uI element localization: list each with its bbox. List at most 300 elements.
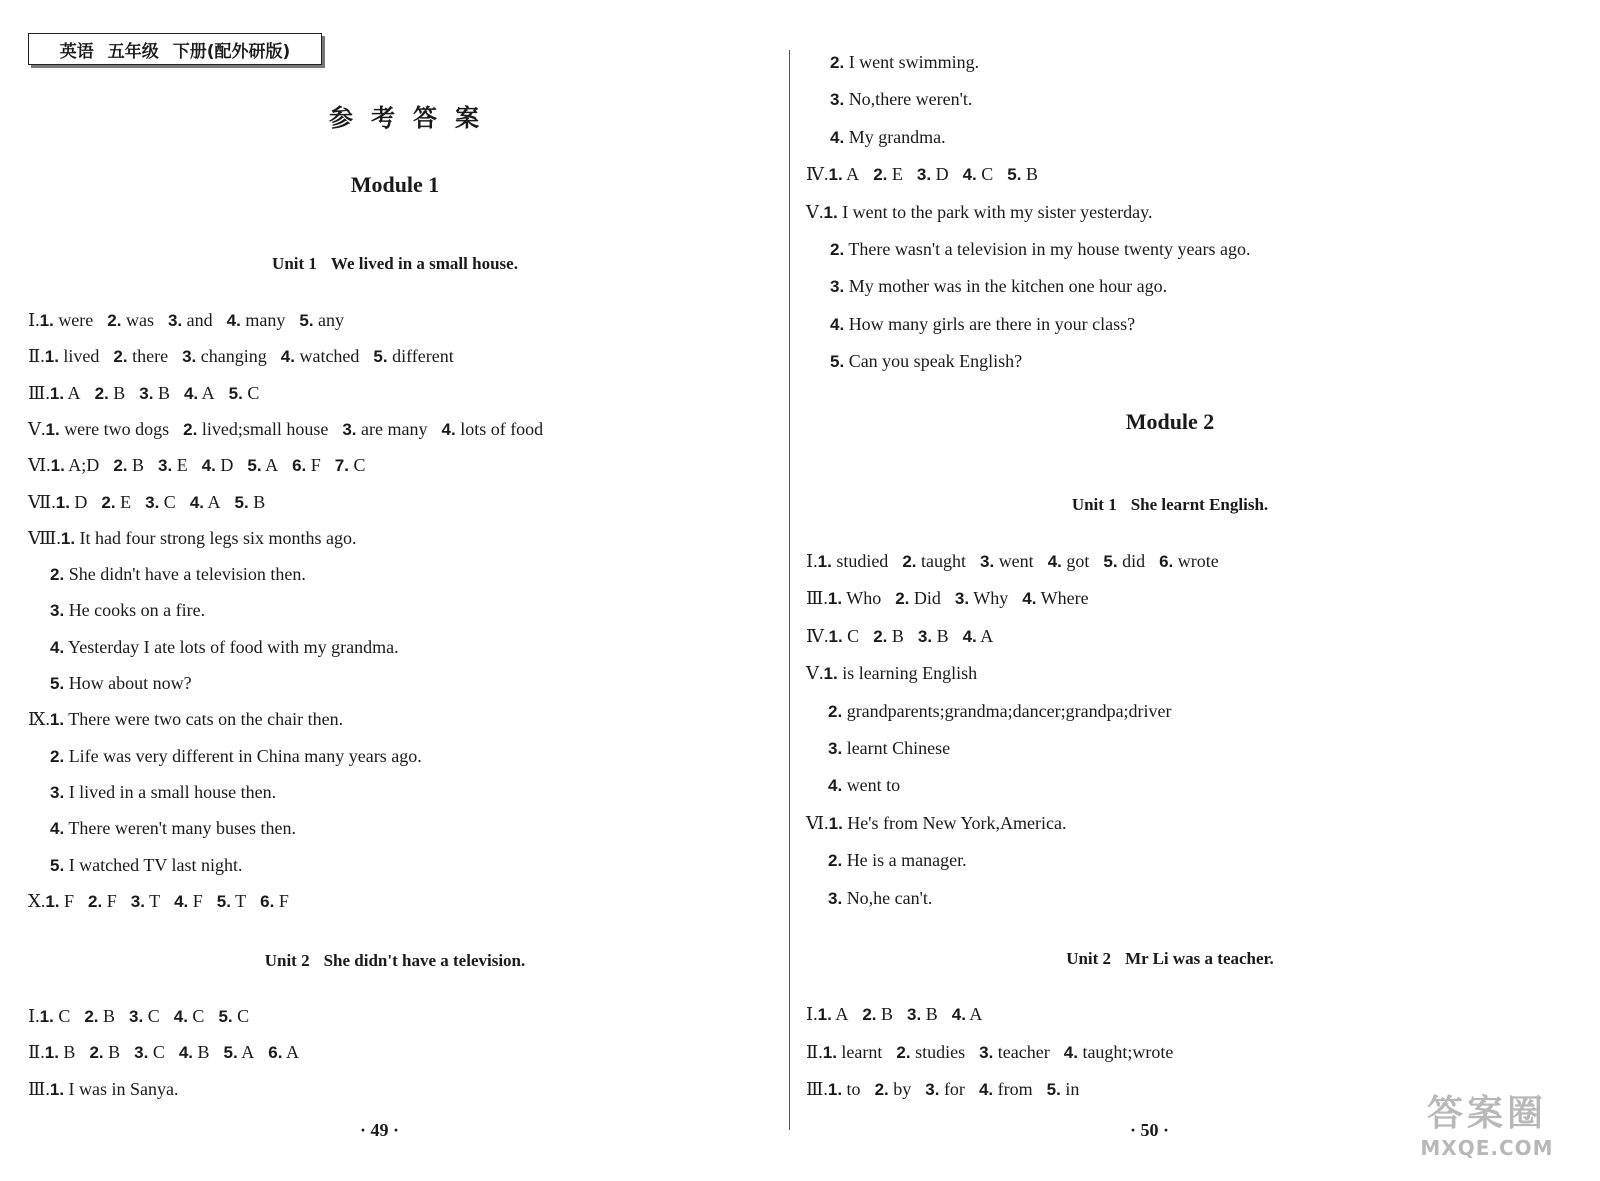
section-numeral: Ⅵ. [806,812,829,833]
answer-item [89,1042,120,1063]
answer-item [202,455,234,476]
question-number: 3. [907,1005,922,1024]
answer-item [902,551,966,572]
answer-text: A [204,491,221,512]
answer-text: there [127,346,169,367]
answer-text: C [348,455,366,476]
answer-text: Life was very different in China many years ago. [64,745,422,766]
answer-item [131,891,160,912]
answer-text: studied [831,551,889,571]
question-number: 4. [978,1080,994,1100]
page-number: · 50 · [1130,1120,1170,1140]
answer-item [1022,588,1088,609]
answer-item [830,52,979,73]
answer-text: D [215,455,234,476]
answer-item [182,346,267,367]
section-numeral: Ⅰ. [806,1004,818,1024]
answer-text: How about now? [64,673,192,693]
answer-line [828,850,981,871]
answer-text: C [842,625,860,646]
question-number: 3. [830,90,845,110]
question-number: 1. [49,383,65,403]
answer-line [830,351,1036,372]
answer-text: did [1117,551,1146,571]
answer-line [806,1079,1093,1100]
question-number: 5. [1103,552,1118,571]
question-number: 2. [896,1042,911,1062]
answer-item [917,164,949,185]
answer-item [830,276,1167,297]
question-number: 2. [828,701,843,721]
answer-line [28,1042,313,1063]
answer-item [828,164,859,185]
answer-item [50,637,399,658]
answer-text: B [887,625,904,646]
unit-name: Mr Li was a teacher. [1125,949,1274,968]
unit-name: We lived in a small house. [330,254,518,273]
answer-text: C [53,1006,71,1026]
answer-text: A [64,382,81,403]
question-number: 4. [1063,1042,1078,1062]
answer-item [828,588,881,609]
answer-line [50,746,436,767]
question-number: 5. [299,311,314,330]
answer-text: No,there weren't. [844,89,973,110]
answer-item [818,1004,849,1025]
question-number: 1. [50,456,65,476]
unit-heading [790,949,1550,969]
answer-text: A [237,1042,255,1063]
answer-text: B [153,382,170,403]
answer-text: teacher [993,1041,1050,1062]
answer-text: There wasn't a television in my house twenty years ago. [844,239,1251,259]
question-number: 3. [830,277,845,297]
question-number: 3. [145,492,160,512]
answer-text: lived [58,346,100,367]
answer-item [925,1079,965,1100]
answer-text: There were two cats on the chair then. [64,709,344,730]
answer-text: by [888,1079,912,1100]
question-number: 4. [828,776,843,796]
question-number: 2. [874,1080,889,1100]
question-number: 2. [107,311,122,330]
answer-text: wrote [1173,551,1219,571]
answer-line [806,1004,996,1025]
answer-text: I was in Sanya. [64,1078,179,1099]
question-number: 1. [823,202,838,222]
answer-text: studies [910,1041,966,1062]
answer-line [50,818,310,839]
answer-text: B [98,1006,116,1026]
answer-line [50,782,290,803]
answer-line [50,855,257,876]
answer-item [227,310,286,331]
answer-item [50,600,205,621]
answer-text: A [842,164,860,185]
question-number: 6. [268,1043,283,1063]
answer-text: D [931,164,949,185]
answer-item [84,1006,115,1027]
question-number: 1. [44,1043,59,1063]
answer-item [101,492,131,513]
page-number: · 49 · [360,1120,400,1140]
answer-line [830,276,1181,297]
section-numeral: Ⅵ. [28,455,51,476]
answer-item [45,1042,76,1063]
answer-item [61,528,357,549]
answer-text: B [127,455,145,476]
question-number: 3. [50,601,65,621]
question-number: 2. [50,565,65,585]
answer-item [139,383,170,404]
answer-item [896,1042,965,1063]
question-number: 1. [827,1080,843,1100]
answer-line [806,164,1052,185]
answer-item [823,1042,883,1063]
answer-item [373,346,453,367]
answer-item [45,346,100,367]
answer-text: A [261,455,279,476]
answer-item [952,1004,983,1025]
question-number: 3. [917,626,933,646]
answer-text: No,he can't. [842,887,933,908]
section-numeral: Ⅲ. [28,1078,50,1099]
answer-item [830,127,946,148]
question-number: 5. [218,1007,233,1026]
section-numeral: Ⅰ. [806,551,818,571]
question-number: 5. [1046,1080,1061,1100]
question-number: 4. [830,314,845,334]
answer-text: went to [842,775,901,796]
answer-text: B [108,382,126,403]
answer-item [40,310,94,331]
question-number: 1. [817,552,832,571]
section-numeral: Ⅲ. [28,382,50,403]
answer-item [50,782,276,803]
answer-item [830,314,1135,335]
question-number: 4. [830,127,845,147]
answer-item [1047,1079,1080,1100]
question-number: 3. [50,782,65,802]
answer-text: watched [294,346,360,367]
question-number: 6. [1159,552,1174,571]
answer-text: learnt [836,1041,883,1062]
answer-item [113,455,144,476]
answer-text: got [1061,551,1090,571]
answer-item [50,855,243,876]
answer-line [28,419,557,440]
answer-item [828,1079,861,1100]
answer-text: C [232,1006,250,1026]
question-number: 4. [183,383,199,403]
answer-item [1064,1042,1174,1063]
question-number: 3. [158,456,173,476]
answer-line [806,551,1233,572]
question-number: 1. [817,1005,832,1024]
question-number: 3. [954,589,970,609]
answer-text: He cooks on a fire. [64,600,206,621]
answer-item [56,492,88,513]
answer-text: B [193,1042,210,1063]
section-numeral: Ⅴ. [806,663,824,684]
question-number: 4. [962,165,977,185]
answer-line [828,738,964,759]
answer-text: He is a manager. [842,850,967,871]
question-number: 4. [189,492,204,512]
answer-text: How many girls are there in your class? [844,313,1136,334]
answer-text: Why [969,588,1009,609]
answer-line [828,775,914,796]
question-number: 1. [828,813,843,833]
answer-text: for [939,1079,965,1100]
answer-text: B [1021,164,1038,185]
question-number: 3. [925,1080,940,1100]
section-numeral: Ⅲ. [806,1079,828,1100]
question-number: 4. [50,819,65,839]
answer-text: D [69,491,88,512]
answer-item [174,1006,205,1027]
question-number: 5. [50,674,65,693]
answer-text: Who [842,588,882,609]
question-number: 3. [167,311,183,330]
answer-item [292,455,321,476]
answer-text: E [887,164,903,185]
answer-text: A [965,1004,983,1024]
question-number: 5. [234,492,249,512]
answer-text: C [143,1006,160,1026]
question-number: 6. [292,456,307,476]
question-number: 1. [45,891,60,911]
answer-text: A;D [64,455,100,476]
answer-line [28,1079,193,1100]
watermark [1402,1085,1572,1175]
answer-item [168,310,213,331]
question-number: 3. [342,419,357,439]
question-number: 1. [60,528,76,548]
answer-text: T [230,890,247,911]
answer-text: were two dogs [59,418,170,439]
question-number: 5. [247,456,262,476]
question-number: 4. [50,637,65,657]
unit-number: Unit 1 [272,254,317,273]
question-number: 3. [134,1043,149,1063]
answer-item [183,419,328,440]
answer-item [873,626,904,647]
question-number: 1. [39,1007,54,1026]
answer-text: in [1060,1079,1080,1100]
answer-line [806,813,1081,834]
answer-item [218,1006,249,1027]
answer-item [979,1042,1050,1063]
watermark-logo-text: 答案圈 [1426,1093,1547,1134]
answer-item [1007,164,1038,185]
question-number: 2. [101,492,116,512]
question-number: 3. [139,383,154,403]
watermark-url: MXQE.COM [1420,1136,1554,1160]
question-number: 1. [44,347,59,367]
answer-line [28,528,371,549]
answer-line [806,202,1166,223]
section-numeral: Ⅱ. [28,1042,45,1063]
answer-line [28,383,273,404]
question-number: 1. [827,589,843,609]
answer-item [50,673,192,694]
question-number: 1. [828,626,843,646]
answer-text: are many [356,418,428,439]
answer-line [28,346,468,367]
left-page [0,0,790,1181]
answer-text: grandparents;grandma;dancer;grandpa;driver [842,700,1172,721]
answer-item [229,383,260,404]
question-number: 2. [828,851,843,871]
answer-item [184,383,215,404]
question-number: 2. [830,53,845,72]
header-volume: 下册(配外研版) [172,41,291,62]
section-numeral: Ⅱ. [28,346,45,367]
answer-item [50,564,306,585]
answer-text: My grandma. [844,126,946,147]
answer-text: She didn't have a television then. [64,564,306,585]
unit-name: She learnt English. [1130,495,1269,514]
answer-text: He's from New York,America. [842,812,1067,833]
question-number: 2. [50,746,65,766]
answer-text: C [187,1006,205,1026]
answer-text: Did [909,588,941,609]
header-grade: 五年级 [107,41,159,62]
answer-text: C [242,382,260,403]
unit-number: Unit 2 [264,951,310,970]
question-number: 5. [223,1043,238,1063]
section-numeral: Ⅷ. [28,527,61,548]
answer-line [806,626,1007,647]
answer-item [217,891,246,912]
answer-item [158,455,188,476]
question-number: 4. [441,419,456,439]
question-number: 5. [373,347,388,367]
answer-item [979,1079,1033,1100]
answer-text: E [115,491,132,512]
section-numeral: Ⅹ. [28,890,46,911]
answer-item [824,663,978,684]
answer-line [28,455,380,476]
answer-text: Yesterday I ate lots of food with my grandma. [64,636,399,657]
answer-text: My mother was in the kitchen one hour ago. [844,276,1168,297]
answer-line [830,127,960,148]
answer-item [179,1042,210,1063]
question-number: 5. [1007,165,1022,185]
answer-item [335,455,366,476]
answer-text: I went swimming. [844,52,980,72]
answer-item [268,1042,299,1063]
answer-text: changing [196,346,267,367]
question-number: 2. [902,552,917,571]
answer-item [873,164,903,185]
answer-item [829,813,1067,834]
answer-item [50,746,422,767]
answer-item [40,1006,71,1027]
answer-text: F [188,890,203,911]
answer-item [442,419,544,440]
answer-text: A [831,1004,849,1024]
answer-line [830,52,993,73]
answer-item [830,89,972,110]
answer-text: to [842,1079,861,1100]
answer-item [1159,551,1219,572]
answer-item [828,701,1172,722]
answer-item [50,818,296,839]
answer-item [45,891,74,912]
answer-text: B [932,625,949,646]
answer-item [1048,551,1090,572]
question-number: 1. [823,664,838,684]
question-number: 2. [873,165,888,185]
answer-text: F [102,890,117,911]
question-number: 4. [962,626,977,646]
question-number: 1. [49,710,65,730]
answer-line [28,891,303,912]
answer-line [28,310,358,331]
answer-text: were [53,310,94,330]
answer-text: B [58,1042,76,1063]
answer-line [50,564,320,585]
question-number: 3. [129,1007,144,1026]
answer-line [806,663,991,684]
unit-heading [0,951,790,971]
question-number: 2. [89,1043,104,1063]
answer-text: I went to the park with my sister yesterday. [837,201,1153,222]
unit-name: She didn't have a television. [323,951,526,970]
question-number: 5. [830,352,845,372]
answer-text: E [172,455,188,476]
answer-line [830,239,1265,260]
section-numeral: Ⅳ. [806,164,829,185]
answer-item [830,239,1251,260]
question-number: 4. [201,456,216,476]
answer-text: F [306,455,321,476]
answer-item [50,1079,179,1100]
page-title: 参考答案 [329,106,497,132]
question-number: 1. [822,1042,837,1062]
answer-item [134,1042,165,1063]
answer-text: went [994,551,1034,571]
answer-item [299,310,344,331]
section-numeral: Ⅱ. [806,1041,823,1062]
section-numeral: Ⅲ. [806,588,828,609]
answer-text: C [148,1042,165,1063]
answer-line [806,1042,1187,1063]
answer-text: I watched TV last night. [64,854,243,875]
section-numeral: Ⅰ. [28,310,40,330]
question-number: 3. [979,1042,994,1062]
answer-item [918,626,949,647]
answer-item [342,419,427,440]
answer-item [260,891,289,912]
question-number: 4. [178,1043,194,1063]
answer-text: F [274,890,289,911]
question-number: 4. [226,311,241,330]
answer-text: I lived in a small house then. [64,781,277,802]
answer-text: taught [916,551,966,571]
answer-text: Can you speak English? [844,351,1023,372]
question-number: 3. [182,347,197,367]
question-number: 2. [830,240,845,259]
answer-text: many [240,310,286,330]
unit-heading [0,254,790,274]
answer-text: was [121,310,154,330]
unit-number: Unit 1 [1071,495,1117,514]
question-number: 2. [113,456,128,476]
question-number: 2. [183,419,198,439]
